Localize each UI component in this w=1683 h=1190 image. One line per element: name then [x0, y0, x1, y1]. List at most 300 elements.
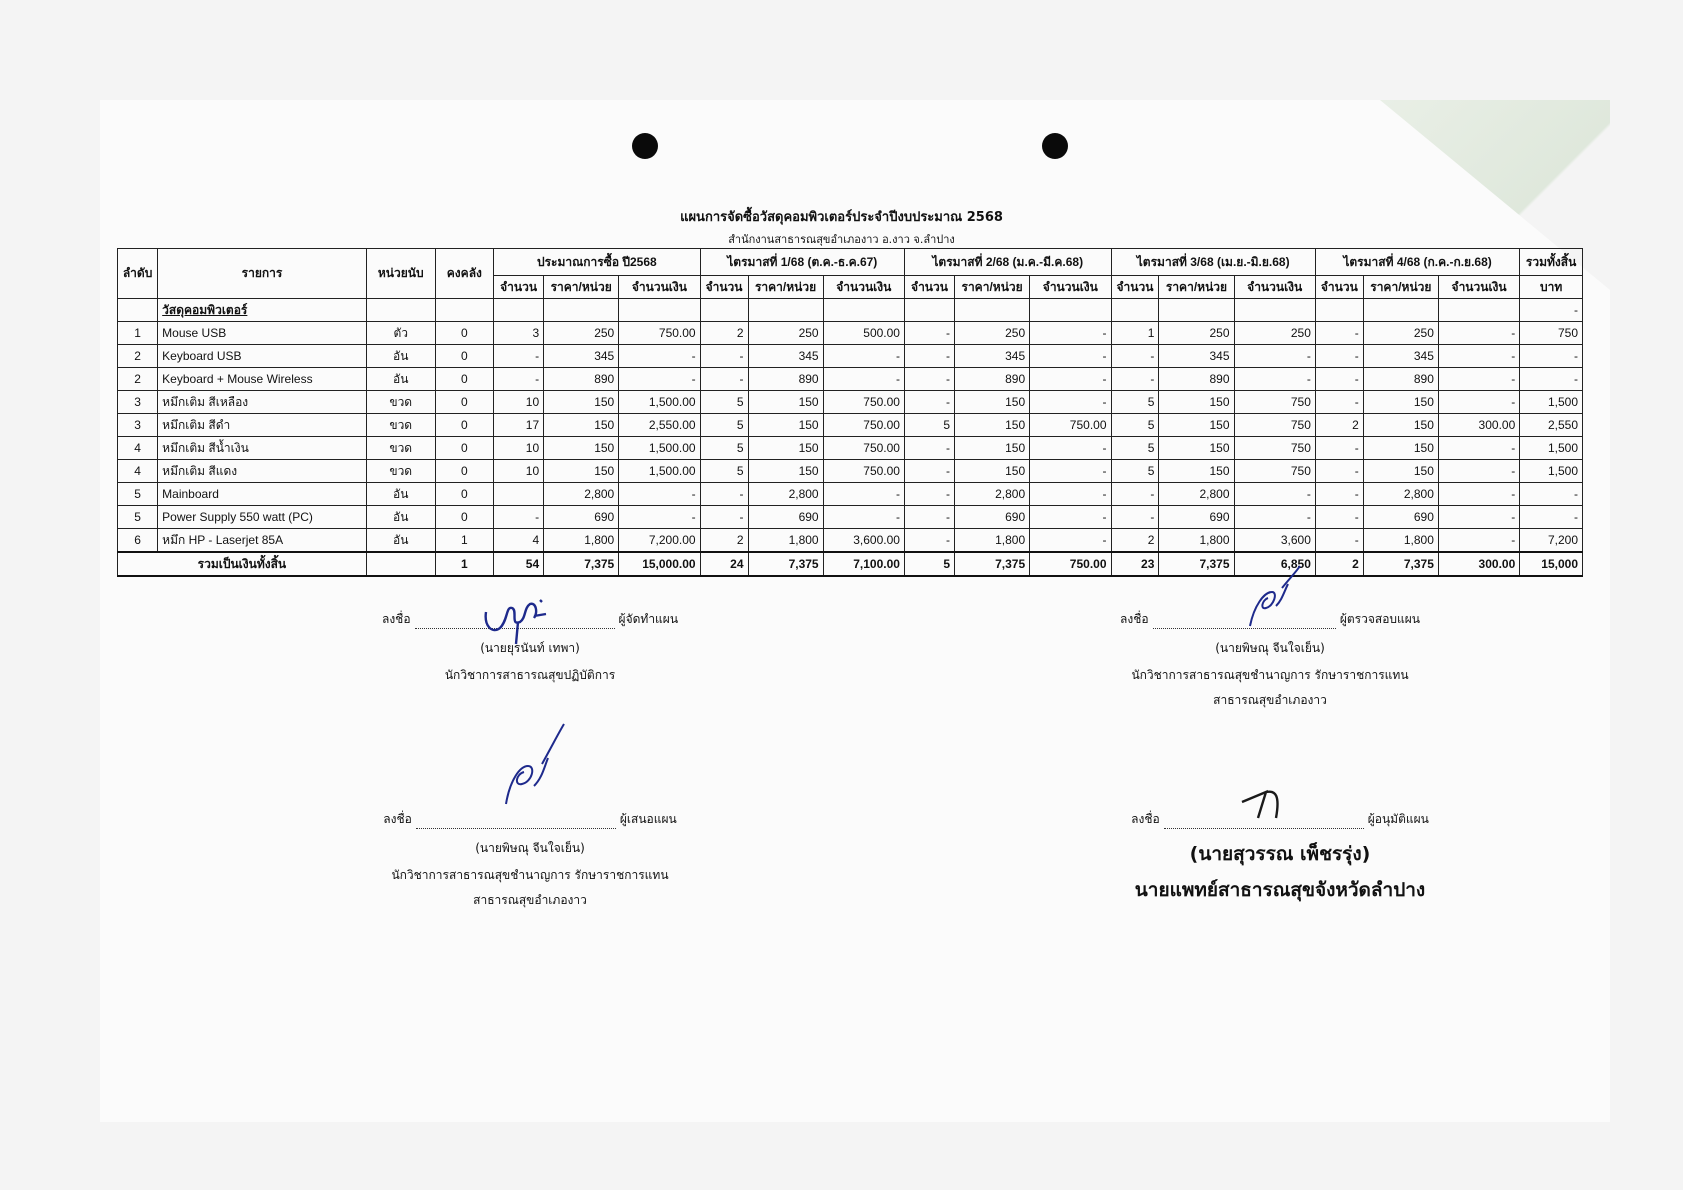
- table-cell: [118, 299, 158, 322]
- cell-no: 4: [118, 460, 158, 483]
- cell-q4-qty: -: [1315, 483, 1363, 506]
- cell-q1-qty: 5: [700, 437, 748, 460]
- cell-q3-price: 890: [1159, 368, 1234, 391]
- cell-q4-price: 150: [1363, 414, 1438, 437]
- cell-q3-qty: -: [1111, 483, 1159, 506]
- cell-q1-qty: -: [700, 483, 748, 506]
- total-q4-qty: 2: [1315, 552, 1363, 576]
- cell-est-price: 2,800: [544, 483, 619, 506]
- table-cell: [955, 299, 1030, 322]
- table-cell: [619, 299, 700, 322]
- table-cell: [1159, 299, 1234, 322]
- table-cell: [544, 299, 619, 322]
- punch-hole: [632, 133, 658, 159]
- signer-position-line2: สาธารณสุขอำเภองาว: [1213, 693, 1327, 707]
- cell-q3-amount: -: [1234, 483, 1315, 506]
- cell-q2-qty: -: [904, 368, 954, 391]
- subheader-qty: จำนวน: [1315, 276, 1363, 299]
- cell-total: -: [1520, 483, 1583, 506]
- cell-q3-amount: 750: [1234, 460, 1315, 483]
- signer-position-line2: สาธารณสุขอำเภองาว: [473, 893, 587, 907]
- cell-est-qty: 10: [494, 437, 544, 460]
- total-q2-qty: 5: [904, 552, 954, 576]
- cell-q4-amount: -: [1438, 437, 1519, 460]
- cell-stock: 0: [435, 506, 493, 529]
- cell-q1-amount: -: [823, 506, 904, 529]
- cell-item: หมึกเติม สีแดง: [158, 460, 367, 483]
- cell-unit: ขวด: [366, 460, 435, 483]
- cell-q3-qty: 5: [1111, 391, 1159, 414]
- subheader-price: ราคา/หน่วย: [955, 276, 1030, 299]
- cell-no: 3: [118, 414, 158, 437]
- cell-q4-price: 250: [1363, 322, 1438, 345]
- cell-stock: 0: [435, 322, 493, 345]
- cell-total: -: [1520, 368, 1583, 391]
- cell-unit: ขวด: [366, 391, 435, 414]
- subheader-amount: จำนวนเงิน: [823, 276, 904, 299]
- cell-q3-qty: -: [1111, 345, 1159, 368]
- cell-item: หมึกเติม สีน้ำเงิน: [158, 437, 367, 460]
- total-q1-amount: 7,100.00: [823, 552, 904, 576]
- cell-unit: ตัว: [366, 322, 435, 345]
- cell-q4-amount: -: [1438, 506, 1519, 529]
- subheader-baht: บาท: [1520, 276, 1583, 299]
- cell-q3-amount: 750: [1234, 391, 1315, 414]
- cell-total: -: [1520, 506, 1583, 529]
- cell-item: Keyboard + Mouse Wireless: [158, 368, 367, 391]
- cell-q3-price: 150: [1159, 414, 1234, 437]
- cell-q1-qty: 2: [700, 322, 748, 345]
- cell-no: 5: [118, 506, 158, 529]
- cell-q1-amount: 750.00: [823, 437, 904, 460]
- subheader-amount: จำนวนเงิน: [1030, 276, 1111, 299]
- cell-q3-price: 150: [1159, 437, 1234, 460]
- cell-q4-price: 150: [1363, 437, 1438, 460]
- cell-q3-price: 1,800: [1159, 529, 1234, 553]
- cell-q2-qty: -: [904, 437, 954, 460]
- cell-q4-amount: -: [1438, 391, 1519, 414]
- cell-est-amount: -: [619, 345, 700, 368]
- cell-q3-qty: -: [1111, 368, 1159, 391]
- cell-q1-qty: -: [700, 368, 748, 391]
- cell-q1-amount: -: [823, 368, 904, 391]
- cell-est-qty: 3: [494, 322, 544, 345]
- cell-q2-amount: -: [1030, 345, 1111, 368]
- cell-q2-price: 150: [955, 391, 1030, 414]
- table-cell: [823, 299, 904, 322]
- signer-role: ผู้ตรวจสอบแผน: [1339, 612, 1420, 626]
- cell-q4-qty: -: [1315, 391, 1363, 414]
- table-row: [118, 529, 1583, 553]
- cell-q2-amount: 750.00: [1030, 414, 1111, 437]
- subheader-qty: จำนวน: [904, 276, 954, 299]
- signature-reviewer: [1120, 610, 1420, 710]
- cell-est-amount: -: [619, 368, 700, 391]
- cell-q1-amount: 750.00: [823, 391, 904, 414]
- document-title: แผนการจัดซื้อวัสดุคอมพิวเตอร์ประจำปีงบประมาณ 2568: [680, 210, 1003, 225]
- cell-q1-amount: 750.00: [823, 460, 904, 483]
- cell-q2-price: 150: [955, 414, 1030, 437]
- total-est-price: 7,375: [544, 552, 619, 576]
- cell-no: 5: [118, 483, 158, 506]
- cell-q1-price: 150: [748, 437, 823, 460]
- cell-unit: อัน: [366, 506, 435, 529]
- header-item: รายการ: [158, 249, 367, 299]
- header-order: ลำดับ: [118, 249, 158, 299]
- cell-q4-amount: 300.00: [1438, 414, 1519, 437]
- subheader-price: ราคา/หน่วย: [1159, 276, 1234, 299]
- cell-est-price: 1,800: [544, 529, 619, 553]
- signer-name: (นายสุวรรณ เพ็ชรรุ่ง): [1189, 843, 1371, 865]
- cell-q2-qty: -: [904, 322, 954, 345]
- cell-q2-qty: -: [904, 506, 954, 529]
- cell-est-qty: 17: [494, 414, 544, 437]
- cell-q2-amount: -: [1030, 460, 1111, 483]
- cell-q4-amount: -: [1438, 483, 1519, 506]
- cell-q4-qty: -: [1315, 529, 1363, 553]
- cell-q4-price: 150: [1363, 391, 1438, 414]
- cell-q3-amount: -: [1234, 506, 1315, 529]
- table-row: [118, 506, 1583, 529]
- table-cell: [748, 299, 823, 322]
- cell-q3-amount: 750: [1234, 437, 1315, 460]
- cell-item: หมึก HP - Laserjet 85A: [158, 529, 367, 553]
- subheader-amount: จำนวนเงิน: [1438, 276, 1519, 299]
- cell-item: Keyboard USB: [158, 345, 367, 368]
- cell-q3-amount: 750: [1234, 414, 1315, 437]
- cell-q4-price: 345: [1363, 345, 1438, 368]
- header-q3: ไตรมาสที่ 3/68 (เม.ย.-มิ.ย.68): [1111, 249, 1315, 276]
- cell-q2-price: 690: [955, 506, 1030, 529]
- cell-no: 1: [118, 322, 158, 345]
- signer-role: ผู้อนุมัติแผน: [1367, 812, 1429, 826]
- subheader-price: ราคา/หน่วย: [544, 276, 619, 299]
- cell-q4-price: 1,800: [1363, 529, 1438, 553]
- table-cell: [494, 299, 544, 322]
- section-total: -: [1520, 299, 1583, 322]
- cell-q3-amount: 250: [1234, 322, 1315, 345]
- cell-q2-qty: -: [904, 345, 954, 368]
- section-row: [118, 299, 1583, 322]
- cell-est-amount: 1,500.00: [619, 460, 700, 483]
- cell-unit: อัน: [366, 529, 435, 553]
- cell-q2-qty: -: [904, 391, 954, 414]
- cell-q2-price: 1,800: [955, 529, 1030, 553]
- signer-name: (นายยุรนันท์ เทพา): [480, 641, 580, 655]
- cell-total: -: [1520, 345, 1583, 368]
- cell-q2-qty: -: [904, 460, 954, 483]
- cell-q1-qty: -: [700, 345, 748, 368]
- cell-q4-price: 690: [1363, 506, 1438, 529]
- header-estimate: ประมาณการซื้อ ปี2568: [494, 249, 701, 276]
- cell-q2-amount: -: [1030, 322, 1111, 345]
- cell-est-qty: -: [494, 345, 544, 368]
- cell-q2-amount: -: [1030, 368, 1111, 391]
- cell-est-amount: -: [619, 506, 700, 529]
- table-row: [118, 345, 1583, 368]
- signer-position: นักวิชาการสาธารณสุขชำนาญการ รักษาราชการแทน: [1131, 668, 1409, 682]
- subheader-qty: จำนวน: [700, 276, 748, 299]
- cell-q3-qty: 1: [1111, 322, 1159, 345]
- table-cell: [366, 299, 435, 322]
- cell-q4-amount: -: [1438, 368, 1519, 391]
- header-q4: ไตรมาสที่ 4/68 (ก.ค.-ก.ย.68): [1315, 249, 1519, 276]
- cell-q4-qty: -: [1315, 368, 1363, 391]
- cell-q3-qty: 5: [1111, 460, 1159, 483]
- cell-q1-amount: 3,600.00: [823, 529, 904, 553]
- table-cell: [1030, 299, 1111, 322]
- cell-unit: ขวด: [366, 437, 435, 460]
- table-cell: [904, 299, 954, 322]
- cell-q4-amount: -: [1438, 529, 1519, 553]
- subheader-qty: จำนวน: [494, 276, 544, 299]
- section-label: วัสดุคอมพิวเตอร์: [158, 299, 367, 322]
- cell-est-qty: 10: [494, 391, 544, 414]
- table-row: [118, 322, 1583, 345]
- cell-q4-qty: -: [1315, 437, 1363, 460]
- cell-est-qty: 4: [494, 529, 544, 553]
- table-cell: [1438, 299, 1519, 322]
- cell-unit: อัน: [366, 345, 435, 368]
- total-stock: 1: [435, 552, 493, 576]
- cell-q4-price: 2,800: [1363, 483, 1438, 506]
- cell-est-amount: 2,550.00: [619, 414, 700, 437]
- signer-role: ผู้เสนอแผน: [619, 812, 677, 826]
- subheader-price: ราคา/หน่วย: [1363, 276, 1438, 299]
- cell-q1-price: 150: [748, 414, 823, 437]
- cell-q1-price: 1,800: [748, 529, 823, 553]
- cell-q3-price: 250: [1159, 322, 1234, 345]
- cell-est-price: 150: [544, 414, 619, 437]
- cell-no: 6: [118, 529, 158, 553]
- cell-est-price: 150: [544, 437, 619, 460]
- cell-item: Mainboard: [158, 483, 367, 506]
- cell-est-qty: -: [494, 368, 544, 391]
- cell-unit: อัน: [366, 368, 435, 391]
- total-q1-price: 7,375: [748, 552, 823, 576]
- table-cell: [1315, 299, 1363, 322]
- cell-q3-qty: 2: [1111, 529, 1159, 553]
- total-q2-price: 7,375: [955, 552, 1030, 576]
- cell-q4-qty: -: [1315, 460, 1363, 483]
- cell-q4-price: 890: [1363, 368, 1438, 391]
- cell-q3-amount: -: [1234, 345, 1315, 368]
- total-total: 15,000: [1520, 552, 1583, 576]
- cell-est-amount: -: [619, 483, 700, 506]
- document-subtitle: สำนักงานสาธารณสุขอำเภองาว อ.งาว จ.ลำปาง: [728, 233, 955, 246]
- sign-label: ลงชื่อ: [381, 612, 411, 626]
- total-q3-amount: 6,850: [1234, 552, 1315, 576]
- table-row: [118, 414, 1583, 437]
- cell-q3-price: 150: [1159, 391, 1234, 414]
- handwritten-signature-icon: [492, 720, 572, 810]
- table-cell: [1363, 299, 1438, 322]
- handwritten-signature-icon: [1238, 562, 1308, 632]
- cell-stock: 1: [435, 529, 493, 553]
- cell-q2-price: 150: [955, 460, 1030, 483]
- cell-q2-price: 150: [955, 437, 1030, 460]
- cell-q3-qty: -: [1111, 506, 1159, 529]
- cell-stock: 0: [435, 483, 493, 506]
- cell-total: 2,550: [1520, 414, 1583, 437]
- signature-approver: [1110, 810, 1450, 905]
- cell-q1-qty: 5: [700, 414, 748, 437]
- cell-q1-qty: 5: [700, 460, 748, 483]
- header-unit: หน่วยนับ: [366, 249, 435, 299]
- cell-est-amount: 1,500.00: [619, 437, 700, 460]
- cell-q1-amount: 500.00: [823, 322, 904, 345]
- cell-q1-price: 150: [748, 460, 823, 483]
- cell-q1-amount: -: [823, 345, 904, 368]
- header-q1: ไตรมาสที่ 1/68 (ต.ค.-ธ.ค.67): [700, 249, 904, 276]
- table-cell: [1111, 299, 1159, 322]
- cell-est-amount: 7,200.00: [619, 529, 700, 553]
- cell-q1-qty: 2: [700, 529, 748, 553]
- cell-est-qty: -: [494, 506, 544, 529]
- total-q3-price: 7,375: [1159, 552, 1234, 576]
- sign-label: ลงชื่อ: [1120, 612, 1149, 626]
- total-q3-qty: 23: [1111, 552, 1159, 576]
- cell-stock: 0: [435, 437, 493, 460]
- cell-q4-qty: -: [1315, 322, 1363, 345]
- cell-q4-qty: 2: [1315, 414, 1363, 437]
- cell-total: 7,200: [1520, 529, 1583, 553]
- cell-q2-amount: -: [1030, 483, 1111, 506]
- cell-est-price: 250: [544, 322, 619, 345]
- cell-item: Mouse USB: [158, 322, 367, 345]
- cell-q4-qty: -: [1315, 345, 1363, 368]
- cell-q3-price: 345: [1159, 345, 1234, 368]
- cell-q3-price: 150: [1159, 460, 1234, 483]
- total-est-amount: 15,000.00: [619, 552, 700, 576]
- cell-total: 1,500: [1520, 437, 1583, 460]
- cell-q1-price: 150: [748, 391, 823, 414]
- cell-q1-price: 890: [748, 368, 823, 391]
- total-label: รวมเป็นเงินทั้งสิ้น: [118, 552, 367, 576]
- cell-q2-price: 250: [955, 322, 1030, 345]
- purchase-plan-table: [117, 248, 1583, 577]
- cell-q3-price: 690: [1159, 506, 1234, 529]
- cell-q2-price: 2,800: [955, 483, 1030, 506]
- header-q2: ไตรมาสที่ 2/68 (ม.ค.-มี.ค.68): [904, 249, 1111, 276]
- cell-est-amount: 750.00: [619, 322, 700, 345]
- signature-line: [416, 814, 616, 829]
- handwritten-signature-icon: [1236, 782, 1296, 822]
- signer-position: นายแพทย์สาธารณสุขจังหวัดลำปาง: [1134, 879, 1426, 901]
- cell-q2-amount: -: [1030, 437, 1111, 460]
- cell-q2-amount: -: [1030, 391, 1111, 414]
- cell-est-price: 690: [544, 506, 619, 529]
- cell-est-qty: [494, 483, 544, 506]
- cell-total: 750: [1520, 322, 1583, 345]
- cell-q1-amount: -: [823, 483, 904, 506]
- header-total: รวมทั้งสิ้น: [1520, 249, 1583, 276]
- cell-q4-price: 150: [1363, 460, 1438, 483]
- cell-q2-qty: -: [904, 483, 954, 506]
- cell-q2-price: 345: [955, 345, 1030, 368]
- cell-est-price: 345: [544, 345, 619, 368]
- total-q2-amount: 750.00: [1030, 552, 1111, 576]
- cell-q4-amount: -: [1438, 460, 1519, 483]
- cell-q3-price: 2,800: [1159, 483, 1234, 506]
- cell-q4-amount: -: [1438, 345, 1519, 368]
- cell-stock: 0: [435, 460, 493, 483]
- cell-est-price: 150: [544, 460, 619, 483]
- cell-q1-qty: 5: [700, 391, 748, 414]
- table-cell: [700, 299, 748, 322]
- total-q4-price: 7,375: [1363, 552, 1438, 576]
- subheader-price: ราคา/หน่วย: [748, 276, 823, 299]
- cell-no: 2: [118, 345, 158, 368]
- cell-stock: 0: [435, 414, 493, 437]
- cell-no: 4: [118, 437, 158, 460]
- total-est-qty: 54: [494, 552, 544, 576]
- cell-total: 1,500: [1520, 460, 1583, 483]
- cell-q4-qty: -: [1315, 506, 1363, 529]
- cell-est-price: 150: [544, 391, 619, 414]
- subheader-amount: จำนวนเงิน: [619, 276, 700, 299]
- table-cell: [1234, 299, 1315, 322]
- cell-q3-amount: 3,600: [1234, 529, 1315, 553]
- table-row: [118, 368, 1583, 391]
- signature-planner: [380, 610, 680, 685]
- sign-label: ลงชื่อ: [383, 812, 412, 826]
- cell-unit: อัน: [366, 483, 435, 506]
- cell-q1-amount: 750.00: [823, 414, 904, 437]
- cell-q2-amount: -: [1030, 506, 1111, 529]
- cell-est-qty: 10: [494, 460, 544, 483]
- subheader-amount: จำนวนเงิน: [1234, 276, 1315, 299]
- cell-q4-amount: -: [1438, 322, 1519, 345]
- cell-item: หมึกเติม สีเหลือง: [158, 391, 367, 414]
- cell-q2-price: 890: [955, 368, 1030, 391]
- signer-name: (นายพิษณุ จีนใจเย็น): [1215, 641, 1325, 655]
- table-cell: [366, 552, 435, 576]
- signer-name: (นายพิษณุ จีนใจเย็น): [475, 841, 585, 855]
- table-row: [118, 460, 1583, 483]
- cell-q3-amount: -: [1234, 368, 1315, 391]
- signer-role: ผู้จัดทำแผน: [618, 612, 679, 626]
- cell-no: 3: [118, 391, 158, 414]
- punch-hole: [1042, 133, 1068, 159]
- header-stock: คงคลัง: [435, 249, 493, 299]
- cell-q1-price: 345: [748, 345, 823, 368]
- cell-q2-amount: -: [1030, 529, 1111, 553]
- cell-est-amount: 1,500.00: [619, 391, 700, 414]
- signer-position: นักวิชาการสาธารณสุขชำนาญการ รักษาราชการแทน: [391, 868, 669, 882]
- table-cell: [435, 299, 493, 322]
- total-row: [118, 552, 1583, 576]
- cell-total: 1,500: [1520, 391, 1583, 414]
- table-row: [118, 483, 1583, 506]
- subheader-qty: จำนวน: [1111, 276, 1159, 299]
- total-q1-qty: 24: [700, 552, 748, 576]
- cell-q1-price: 250: [748, 322, 823, 345]
- cell-unit: ขวด: [366, 414, 435, 437]
- cell-q2-qty: -: [904, 529, 954, 553]
- cell-est-price: 890: [544, 368, 619, 391]
- signer-position: นักวิชาการสาธารณสุขปฏิบัติการ: [444, 668, 616, 682]
- sign-label: ลงชื่อ: [1131, 812, 1160, 826]
- cell-stock: 0: [435, 345, 493, 368]
- signature-proposer: [380, 810, 680, 910]
- cell-q3-qty: 5: [1111, 414, 1159, 437]
- handwritten-signature-icon: [478, 592, 558, 648]
- cell-item: Power Supply 550 watt (PC): [158, 506, 367, 529]
- total-q4-amount: 300.00: [1438, 552, 1519, 576]
- cell-no: 2: [118, 368, 158, 391]
- cell-q1-price: 2,800: [748, 483, 823, 506]
